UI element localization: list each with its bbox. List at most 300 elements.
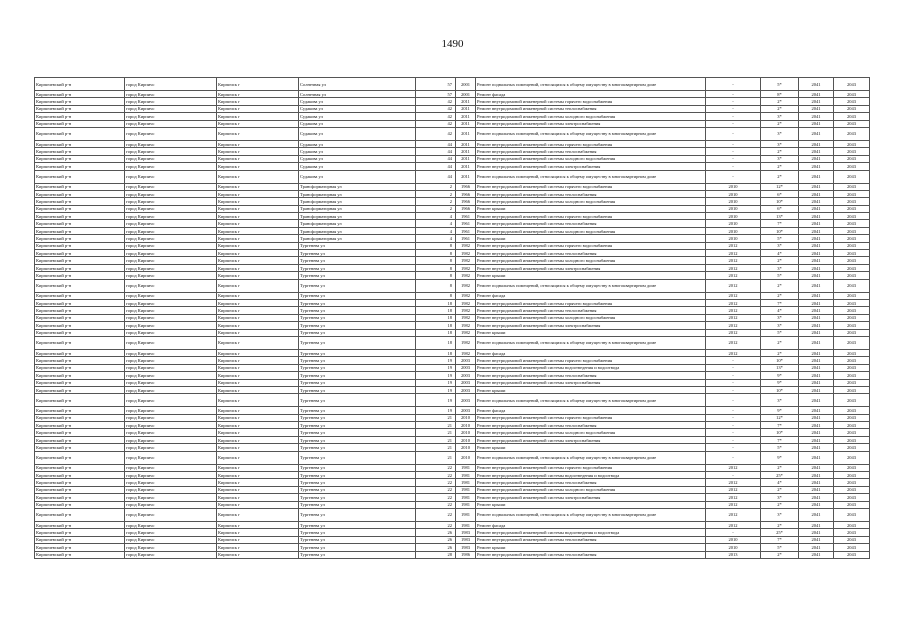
cell-work-type: Ремонт крыши (476, 544, 706, 551)
cell-plan-start-year: 2041 (799, 322, 834, 329)
cell-last-repair-year: - (706, 444, 761, 451)
cell-plan-end-year: 2043 (834, 501, 870, 508)
cell-settlement: город Кирпичс (125, 98, 217, 105)
cell-last-repair-year: - (706, 386, 761, 393)
cell-last-repair-year: - (706, 451, 761, 464)
cell-work-type: Ремонт внутридомовой инженерной системы горячего водоснабжения (476, 414, 706, 421)
cell-build-year: 1982 (456, 299, 476, 306)
cell-district: Кирпичевский р-н (35, 272, 125, 279)
cell-last-repair-year: 2010 (706, 235, 761, 242)
cell-build-year: 1982 (456, 250, 476, 257)
cell-cost-index: 3* (761, 314, 799, 321)
cell-last-repair-year: 2012 (706, 486, 761, 493)
cell-last-repair-year: 2013 (706, 551, 761, 558)
cell-cost-index: 5* (761, 272, 799, 279)
cell-street: Тургенева ул (299, 264, 416, 271)
cell-cost-index: 9* (761, 451, 799, 464)
cell-work-type: Ремонт подвальных помещений, относящихся к общему имуществу в многоквартирном доме (476, 336, 706, 349)
table-row (35, 279, 870, 292)
cell-cost-index: 25* (761, 529, 799, 536)
cell-last-repair-year: 2012 (706, 272, 761, 279)
cell-street: Судакова ул (299, 170, 416, 183)
table-row (35, 436, 870, 443)
cell-last-repair-year: - (706, 414, 761, 421)
cell-street: Тургенева ул (299, 494, 416, 501)
table-row (35, 257, 870, 264)
cell-district: Кирпичевский р-н (35, 198, 125, 205)
cell-cost-index: 10* (761, 227, 799, 234)
cell-plan-start-year: 2041 (799, 508, 834, 521)
table-row (35, 120, 870, 127)
cell-house-number: 22 (416, 494, 456, 501)
cell-plan-end-year: 2043 (834, 163, 870, 170)
cell-settlement: город Кирпичс (125, 364, 217, 371)
cell-settlement: город Кирпичс (125, 501, 217, 508)
cell-build-year: 2003 (456, 364, 476, 371)
cell-street: Судакова ул (299, 113, 416, 120)
cell-work-type: Ремонт внутридомовой инженерной системы холодного водоснабжения (476, 257, 706, 264)
cell-house-number: 22 (416, 464, 456, 471)
table-row (35, 91, 870, 98)
cell-plan-end-year: 2043 (834, 429, 870, 436)
cell-plan-end-year: 2043 (834, 220, 870, 227)
cell-street: Судакова ул (299, 105, 416, 112)
cell-locality: Кирпичск г (217, 105, 299, 112)
cell-street: Солнечная ул (299, 78, 416, 91)
cell-plan-end-year: 2043 (834, 521, 870, 528)
cell-last-repair-year: 2012 (706, 508, 761, 521)
cell-plan-start-year: 2041 (799, 163, 834, 170)
cell-house-number: 18 (416, 349, 456, 356)
cell-plan-end-year: 2043 (834, 357, 870, 364)
cell-settlement: город Кирпичс (125, 220, 217, 227)
cell-house-number: 22 (416, 479, 456, 486)
cell-build-year: 2011 (456, 127, 476, 140)
cell-house-number: 42 (416, 113, 456, 120)
cell-work-type: Ремонт внутридомовой инженерной системы теплоснабжения (476, 372, 706, 379)
cell-plan-end-year: 2043 (834, 508, 870, 521)
cell-house-number: 2 (416, 205, 456, 212)
cell-plan-start-year: 2041 (799, 436, 834, 443)
cell-work-type: Ремонт внутридомовой инженерной системы электроснабжения (476, 436, 706, 443)
cell-build-year: 1982 (456, 336, 476, 349)
cell-district: Кирпичевский р-н (35, 257, 125, 264)
cell-plan-start-year: 2041 (799, 314, 834, 321)
cell-settlement: город Кирпичс (125, 148, 217, 155)
cell-street: Тургенева ул (299, 322, 416, 329)
cell-plan-end-year: 2043 (834, 307, 870, 314)
cell-work-type: Ремонт внутридомовой инженерной системы теплоснабжения (476, 148, 706, 155)
cell-work-type: Ремонт подвальных помещений, относящихся к общему имуществу в многоквартирном доме (476, 170, 706, 183)
cell-plan-start-year: 2041 (799, 429, 834, 436)
cell-house-number: 4 (416, 235, 456, 242)
cell-street: Тургенева ул (299, 414, 416, 421)
cell-cost-index: 2* (761, 292, 799, 299)
cell-plan-start-year: 2041 (799, 422, 834, 429)
table-row (35, 372, 870, 379)
cell-plan-start-year: 2041 (799, 329, 834, 336)
cell-house-number: 4 (416, 213, 456, 220)
cell-settlement: город Кирпичс (125, 257, 217, 264)
cell-house-number: 8 (416, 250, 456, 257)
cell-settlement: город Кирпичс (125, 508, 217, 521)
cell-street: Тургенева ул (299, 314, 416, 321)
cell-plan-start-year: 2041 (799, 227, 834, 234)
table-row (35, 349, 870, 356)
cell-street: Тургенева ул (299, 299, 416, 306)
cell-locality: Кирпичск г (217, 127, 299, 140)
cell-build-year: 2011 (456, 155, 476, 162)
cell-build-year: 1981 (456, 508, 476, 521)
cell-build-year: 2010 (456, 451, 476, 464)
cell-street: Тургенева ул (299, 372, 416, 379)
cell-last-repair-year: 2012 (706, 336, 761, 349)
cell-work-type: Ремонт внутридомовой инженерной системы теплоснабжения (476, 307, 706, 314)
cell-cost-index: 2* (761, 551, 799, 558)
cell-house-number: 19 (416, 357, 456, 364)
cell-build-year: 2011 (456, 148, 476, 155)
cell-build-year: 1983 (456, 536, 476, 543)
cell-house-number: 22 (416, 521, 456, 528)
cell-last-repair-year: 2010 (706, 205, 761, 212)
cell-work-type: Ремонт внутридомовой инженерной системы теплоснабжения (476, 536, 706, 543)
cell-street: Трансформаторная ул (299, 235, 416, 242)
cell-plan-start-year: 2041 (799, 464, 834, 471)
cell-house-number: 18 (416, 299, 456, 306)
cell-plan-start-year: 2041 (799, 170, 834, 183)
cell-work-type: Ремонт внутридомовой инженерной системы холодного водоснабжения (476, 314, 706, 321)
cell-work-type: Ремонт фасада (476, 349, 706, 356)
cell-plan-start-year: 2041 (799, 386, 834, 393)
cell-last-repair-year: 2010 (706, 198, 761, 205)
cell-settlement: город Кирпичс (125, 170, 217, 183)
cell-cost-index: 2* (761, 120, 799, 127)
cell-cost-index: 3* (761, 322, 799, 329)
cell-house-number: 44 (416, 140, 456, 147)
cell-plan-start-year: 2041 (799, 372, 834, 379)
cell-plan-start-year: 2041 (799, 349, 834, 356)
table-row (35, 148, 870, 155)
cell-plan-start-year: 2041 (799, 494, 834, 501)
cell-plan-start-year: 2041 (799, 91, 834, 98)
cell-plan-end-year: 2043 (834, 544, 870, 551)
cell-build-year: 1981 (456, 494, 476, 501)
cell-district: Кирпичевский р-н (35, 472, 125, 479)
cell-house-number: 4 (416, 220, 456, 227)
cell-cost-index: 2* (761, 148, 799, 155)
cell-street: Тургенева ул (299, 536, 416, 543)
cell-settlement: город Кирпичс (125, 299, 217, 306)
cell-house-number: 18 (416, 314, 456, 321)
cell-cost-index: 3* (761, 113, 799, 120)
cell-plan-end-year: 2043 (834, 105, 870, 112)
cell-plan-start-year: 2041 (799, 140, 834, 147)
cell-cost-index: 5* (761, 544, 799, 551)
cell-work-type: Ремонт подвальных помещений, относящихся к общему имуществу в многоквартирном доме (476, 279, 706, 292)
cell-locality: Кирпичск г (217, 372, 299, 379)
table-row (35, 536, 870, 543)
cell-locality: Кирпичск г (217, 551, 299, 558)
cell-street: Тургенева ул (299, 508, 416, 521)
table-row (35, 127, 870, 140)
cell-plan-end-year: 2043 (834, 299, 870, 306)
cell-plan-end-year: 2043 (834, 422, 870, 429)
cell-plan-start-year: 2041 (799, 414, 834, 421)
cell-work-type: Ремонт фасада (476, 91, 706, 98)
cell-build-year: 2001 (456, 91, 476, 98)
table-row (35, 155, 870, 162)
table-row (35, 105, 870, 112)
cell-street: Судакова ул (299, 155, 416, 162)
cell-street: Тургенева ул (299, 521, 416, 528)
cell-last-repair-year: - (706, 407, 761, 414)
cell-locality: Кирпичск г (217, 451, 299, 464)
cell-plan-end-year: 2043 (834, 314, 870, 321)
cell-plan-end-year: 2043 (834, 272, 870, 279)
cell-district: Кирпичевский р-н (35, 544, 125, 551)
cell-cost-index: 10* (761, 429, 799, 436)
cell-plan-start-year: 2041 (799, 148, 834, 155)
cell-street: Тургенева ул (299, 544, 416, 551)
cell-cost-index: 10* (761, 386, 799, 393)
cell-build-year: 2011 (456, 170, 476, 183)
cell-last-repair-year: 2012 (706, 322, 761, 329)
table-row (35, 329, 870, 336)
cell-build-year: 1982 (456, 292, 476, 299)
cell-locality: Кирпичск г (217, 322, 299, 329)
cell-district: Кирпичевский р-н (35, 322, 125, 329)
cell-last-repair-year: 2010 (706, 183, 761, 190)
table-row (35, 444, 870, 451)
cell-house-number: 19 (416, 372, 456, 379)
cell-house-number: 28 (416, 551, 456, 558)
cell-district: Кирпичевский р-н (35, 529, 125, 536)
table-row (35, 314, 870, 321)
cell-house-number: 44 (416, 148, 456, 155)
cell-district: Кирпичевский р-н (35, 479, 125, 486)
cell-cost-index: 7* (761, 536, 799, 543)
cell-locality: Кирпичск г (217, 529, 299, 536)
cell-plan-start-year: 2041 (799, 336, 834, 349)
cell-cost-index: 12* (761, 183, 799, 190)
cell-house-number: 8 (416, 272, 456, 279)
cell-locality: Кирпичск г (217, 508, 299, 521)
cell-street: Тургенева ул (299, 272, 416, 279)
cell-build-year: 1983 (456, 529, 476, 536)
cell-cost-index: 2* (761, 163, 799, 170)
table-row (35, 235, 870, 242)
cell-work-type: Ремонт внутридомовой инженерной системы горячего водоснабжения (476, 183, 706, 190)
cell-settlement: город Кирпичс (125, 163, 217, 170)
cell-cost-index: 2* (761, 170, 799, 183)
cell-plan-start-year: 2041 (799, 444, 834, 451)
cell-district: Кирпичевский р-н (35, 436, 125, 443)
cell-build-year: 2010 (456, 436, 476, 443)
cell-work-type: Ремонт подвальных помещений, относящихся к общему имуществу в многоквартирном доме (476, 127, 706, 140)
cell-work-type: Ремонт внутридомовой инженерной системы водоотведения и водоотвода (476, 472, 706, 479)
cell-plan-end-year: 2043 (834, 120, 870, 127)
cell-plan-end-year: 2043 (834, 322, 870, 329)
cell-last-repair-year: 2012 (706, 307, 761, 314)
cell-settlement: город Кирпичс (125, 372, 217, 379)
cell-plan-end-year: 2043 (834, 213, 870, 220)
cell-district: Кирпичевский р-н (35, 78, 125, 91)
table-row (35, 183, 870, 190)
cell-street: Тургенева ул (299, 292, 416, 299)
cell-street: Судакова ул (299, 148, 416, 155)
table-row (35, 205, 870, 212)
cell-plan-start-year: 2041 (799, 394, 834, 407)
cell-locality: Кирпичск г (217, 148, 299, 155)
cell-locality: Кирпичск г (217, 429, 299, 436)
cell-build-year: 2003 (456, 394, 476, 407)
cell-settlement: город Кирпичс (125, 213, 217, 220)
cell-plan-end-year: 2043 (834, 227, 870, 234)
cell-last-repair-year: - (706, 105, 761, 112)
cell-district: Кирпичевский р-н (35, 501, 125, 508)
cell-plan-start-year: 2041 (799, 472, 834, 479)
cell-district: Кирпичевский р-н (35, 494, 125, 501)
cell-locality: Кирпичск г (217, 336, 299, 349)
cell-district: Кирпичевский р-н (35, 379, 125, 386)
cell-district: Кирпичевский р-н (35, 329, 125, 336)
cell-house-number: 26 (416, 544, 456, 551)
cell-plan-end-year: 2043 (834, 336, 870, 349)
cell-cost-index: 5* (761, 235, 799, 242)
cell-settlement: город Кирпичс (125, 357, 217, 364)
cell-build-year: 1982 (456, 279, 476, 292)
cell-settlement: город Кирпичс (125, 521, 217, 528)
cell-district: Кирпичевский р-н (35, 279, 125, 292)
cell-locality: Кирпичск г (217, 220, 299, 227)
cell-build-year: 1966 (456, 205, 476, 212)
cell-locality: Кирпичск г (217, 235, 299, 242)
cell-house-number: 19 (416, 364, 456, 371)
cell-district: Кирпичевский р-н (35, 464, 125, 471)
cell-plan-end-year: 2043 (834, 436, 870, 443)
cell-plan-end-year: 2043 (834, 235, 870, 242)
cell-plan-start-year: 2041 (799, 479, 834, 486)
cell-cost-index: 2* (761, 521, 799, 528)
cell-last-repair-year: 2012 (706, 479, 761, 486)
cell-house-number: 42 (416, 105, 456, 112)
table-row (35, 451, 870, 464)
cell-work-type: Ремонт внутридомовой инженерной системы теплоснабжения (476, 250, 706, 257)
cell-plan-end-year: 2043 (834, 264, 870, 271)
cell-work-type: Ремонт подвальных помещений, относящихся к общему имуществу в многоквартирном доме (476, 508, 706, 521)
cell-plan-start-year: 2041 (799, 379, 834, 386)
cell-district: Кирпичевский р-н (35, 264, 125, 271)
cell-build-year: 2003 (456, 386, 476, 393)
cell-last-repair-year: - (706, 98, 761, 105)
cell-work-type: Ремонт внутридомовой инженерной системы холодного водоснабжения (476, 227, 706, 234)
cell-locality: Кирпичск г (217, 78, 299, 91)
cell-last-repair-year: 2010 (706, 544, 761, 551)
table-row (35, 272, 870, 279)
cell-build-year: 2010 (456, 444, 476, 451)
cell-settlement: город Кирпичс (125, 486, 217, 493)
cell-cost-index: 4* (761, 479, 799, 486)
cell-street: Судакова ул (299, 127, 416, 140)
table-row (35, 422, 870, 429)
cell-build-year: 1982 (456, 242, 476, 249)
cell-district: Кирпичевский р-н (35, 536, 125, 543)
cell-locality: Кирпичск г (217, 264, 299, 271)
cell-cost-index: 3* (761, 127, 799, 140)
cell-settlement: город Кирпичс (125, 429, 217, 436)
cell-work-type: Ремонт внутридомовой инженерной системы электроснабжения (476, 120, 706, 127)
cell-house-number: 42 (416, 120, 456, 127)
cell-locality: Кирпичск г (217, 464, 299, 471)
cell-cost-index: 3* (761, 394, 799, 407)
table-row (35, 414, 870, 421)
cell-plan-start-year: 2041 (799, 257, 834, 264)
cell-district: Кирпичевский р-н (35, 235, 125, 242)
cell-plan-start-year: 2041 (799, 279, 834, 292)
cell-district: Кирпичевский р-н (35, 213, 125, 220)
cell-cost-index: 3* (761, 508, 799, 521)
cell-last-repair-year: - (706, 372, 761, 379)
cell-build-year: 1982 (456, 264, 476, 271)
cell-house-number: 18 (416, 322, 456, 329)
cell-last-repair-year: 2012 (706, 292, 761, 299)
cell-locality: Кирпичск г (217, 407, 299, 414)
cell-plan-start-year: 2041 (799, 451, 834, 464)
cell-settlement: город Кирпичс (125, 91, 217, 98)
cell-build-year: 1961 (456, 220, 476, 227)
cell-street: Трансформаторная ул (299, 198, 416, 205)
cell-plan-start-year: 2041 (799, 105, 834, 112)
cell-settlement: город Кирпичс (125, 183, 217, 190)
cell-build-year: 2010 (456, 429, 476, 436)
cell-street: Тургенева ул (299, 257, 416, 264)
cell-last-repair-year: 2012 (706, 279, 761, 292)
cell-cost-index: 3* (761, 494, 799, 501)
cell-street: Тургенева ул (299, 357, 416, 364)
cell-cost-index: 2* (761, 105, 799, 112)
cell-plan-end-year: 2043 (834, 183, 870, 190)
table-row (35, 407, 870, 414)
cell-build-year: 1982 (456, 257, 476, 264)
cell-build-year: 1981 (456, 479, 476, 486)
cell-street: Тургенева ул (299, 472, 416, 479)
cell-work-type: Ремонт внутридомовой инженерной системы электроснабжения (476, 264, 706, 271)
cell-locality: Кирпичск г (217, 329, 299, 336)
cell-house-number: 2 (416, 183, 456, 190)
table-row (35, 98, 870, 105)
cell-plan-start-year: 2041 (799, 544, 834, 551)
cell-plan-end-year: 2043 (834, 127, 870, 140)
table-row (35, 140, 870, 147)
cell-house-number: 42 (416, 98, 456, 105)
cell-district: Кирпичевский р-н (35, 486, 125, 493)
cell-plan-end-year: 2043 (834, 91, 870, 98)
table-row (35, 501, 870, 508)
cell-plan-end-year: 2043 (834, 250, 870, 257)
cell-work-type: Ремонт внутридомовой инженерной системы холодного водоснабжения (476, 198, 706, 205)
cell-last-repair-year: - (706, 364, 761, 371)
cell-plan-end-year: 2043 (834, 407, 870, 414)
cell-settlement: город Кирпичс (125, 250, 217, 257)
table-row (35, 299, 870, 306)
cell-work-type: Ремонт внутридомовой инженерной системы электроснабжения (476, 322, 706, 329)
cell-settlement: город Кирпичс (125, 205, 217, 212)
cell-district: Кирпичевский р-н (35, 386, 125, 393)
cell-settlement: город Кирпичс (125, 322, 217, 329)
cell-settlement: город Кирпичс (125, 407, 217, 414)
cell-district: Кирпичевский р-н (35, 307, 125, 314)
cell-district: Кирпичевский р-н (35, 250, 125, 257)
